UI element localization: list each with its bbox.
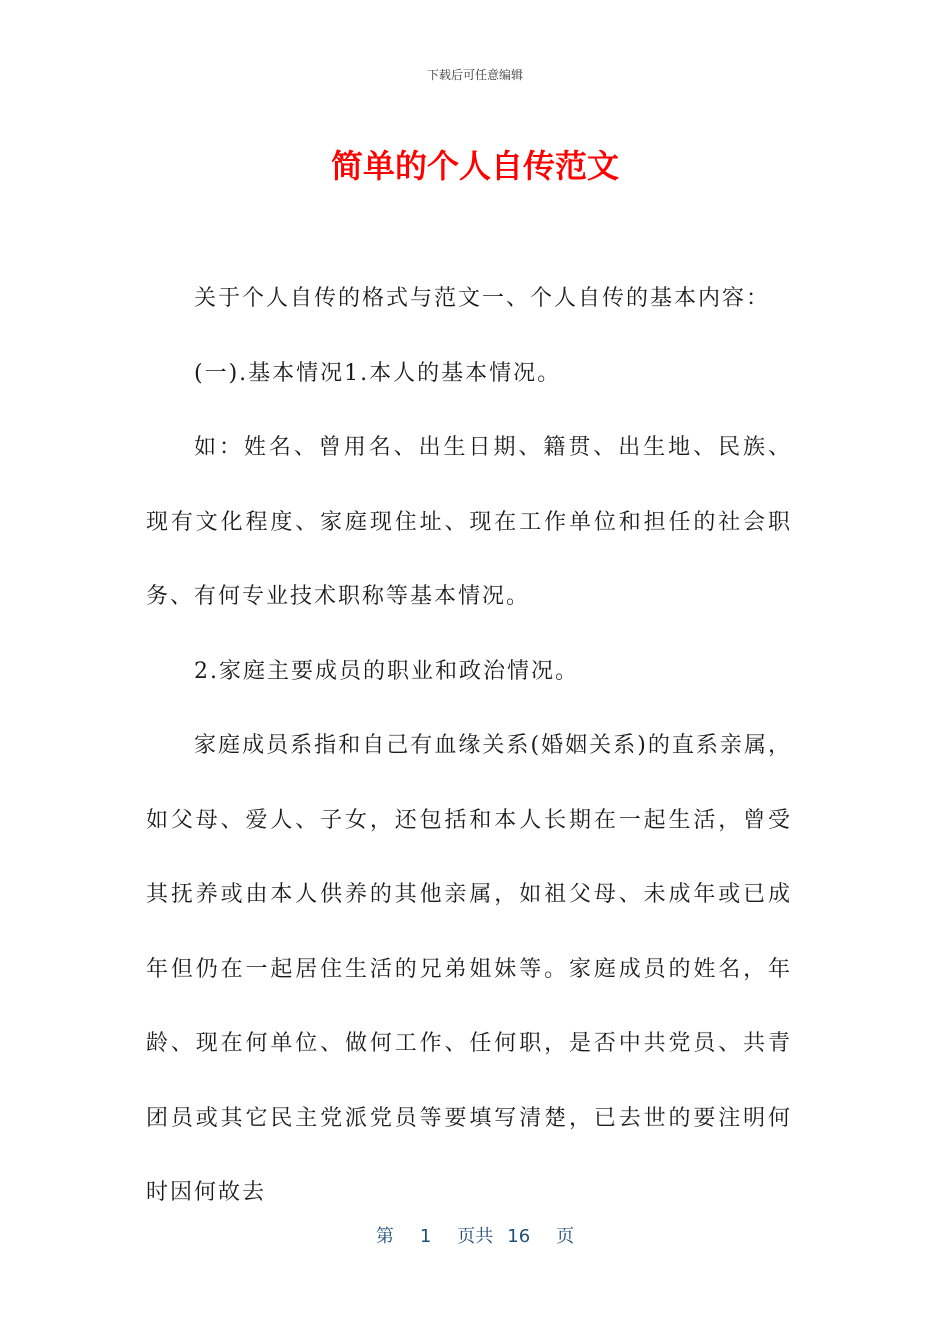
paragraph-3: 如：姓名、曾用名、出生日期、籍贯、出生地、民族、现有文化程度、家庭现住址、现在工作单位和担任的社会职务、有何专业技术职称等基本情况。 bbox=[146, 435, 792, 609]
paragraph-2: (一).基本情况1.本人的基本情况。 bbox=[194, 360, 562, 386]
footer-suffix: 页 bbox=[556, 1226, 575, 1247]
footer-prefix: 第 bbox=[375, 1226, 394, 1247]
footer-page-number: 1 bbox=[419, 1226, 432, 1247]
header-note: 下载后可任意编辑 bbox=[426, 68, 523, 82]
paragraph-5: 家庭成员系指和自己有血缘关系(婚姻关系)的直系亲属，如父母、爱人、子女，还包括和本人长期在一起生活，曾受其抚养或由本人供养的其他亲属，如祖父母、未成年或已成年但仍在一起居住生活的兄弟姐妹等。家庭成员的姓名，年龄、现在何单位、做何工作、任何职，是否中共党员、共青团员或其它民主党派党员等要填写清楚，已去世的要注明何时因何故去 bbox=[146, 733, 792, 1205]
paragraph-4: 2.家庭主要成员的职业和政治情况。 bbox=[194, 658, 579, 684]
footer-total-pages: 16 bbox=[507, 1226, 531, 1247]
paragraph-1: 关于个人自传的格式与范文一、个人自传的基本内容： bbox=[194, 286, 771, 311]
document-title: 简单的个人自传范文 bbox=[330, 147, 619, 185]
footer-middle: 页共 bbox=[457, 1226, 494, 1247]
page-footer bbox=[0, 1222, 950, 1248]
document-body bbox=[146, 262, 792, 1231]
